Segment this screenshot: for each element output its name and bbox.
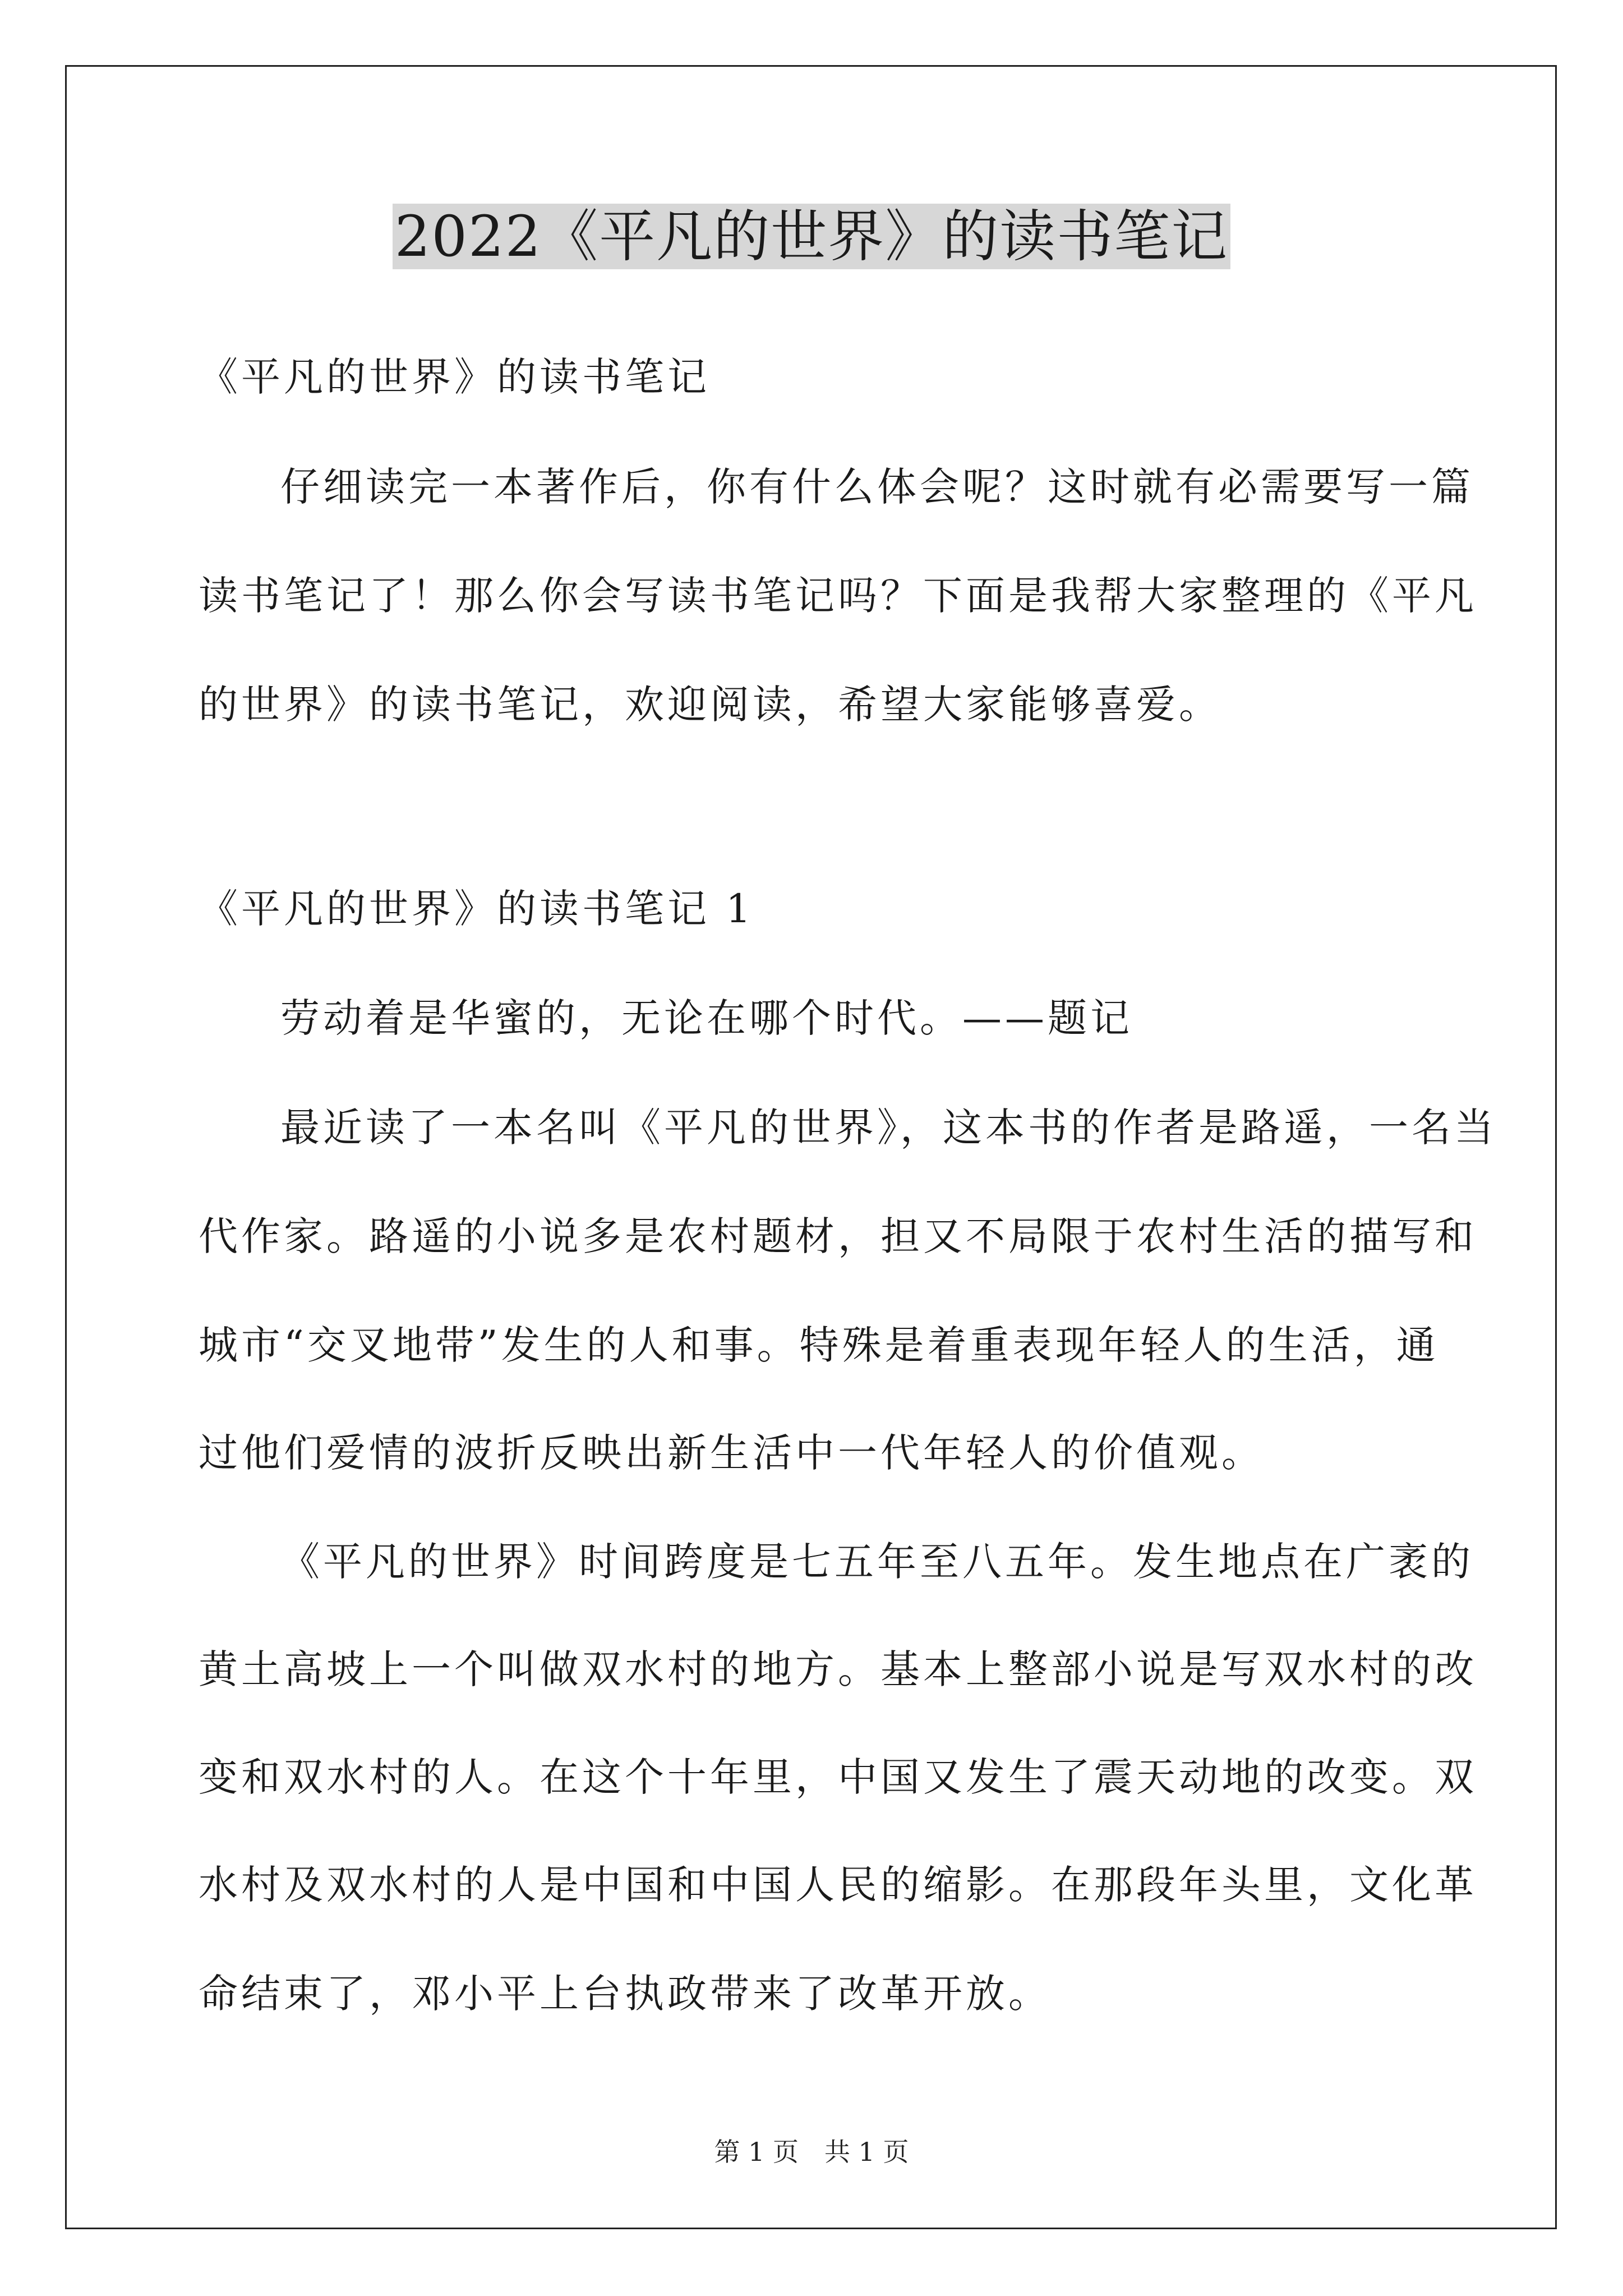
paragraph-line: 城市“交叉地带”发生的人和事。特殊是着重表现年轻人的生活，通 [199,1322,1439,1368]
epigraph: 劳动着是华蜜的，无论在哪个时代。——题记 [280,995,1133,1041]
section-heading: 《平凡的世界》的读书笔记 1 [199,886,754,932]
paragraph-line: 最近读了一本名叫《平凡的世界》，这本书的作者是路遥，一名当 [280,1105,1497,1151]
paragraph-line: 《平凡的世界》时间跨度是七五年至八五年。发生地点在广袤的 [280,1539,1474,1585]
subtitle: 《平凡的世界》的读书笔记 [199,354,710,400]
intro-line: 的世界》的读书笔记，欢迎阅读，希望大家能够喜爱。 [199,682,1221,728]
page-footer: 第 1 页 共 1 页 [714,2137,909,2167]
paragraph-line: 水村及双水村的人是中国和中国人民的缩影。在那段年头里，文化革 [199,1862,1477,1908]
paragraph-line: 变和双水村的人。在这个十年里，中国又发生了震天动地的改变。双 [199,1754,1477,1800]
paragraph-line: 黄土高坡上一个叫做双水村的地方。基本上整部小说是写双水村的改 [199,1646,1477,1692]
paragraph-line: 代作家。路遥的小说多是农村题材，担又不局限于农村生活的描写和 [199,1213,1477,1259]
paragraph-line: 过他们爱情的波折反映出新生活中一代年轻人的价值观。 [199,1430,1264,1476]
intro-line: 读书笔记了！那么你会写读书笔记吗？下面是我帮大家整理的《平凡 [199,573,1477,619]
document-title: 2022《平凡的世界》的读书笔记 [0,197,1623,276]
paragraph-line: 命结束了，邓小平上台执政带来了改革开放。 [199,1971,1051,2017]
intro-line: 仔细读完一本著作后，你有什么体会呢？这时就有必需要写一篇 [280,464,1474,510]
